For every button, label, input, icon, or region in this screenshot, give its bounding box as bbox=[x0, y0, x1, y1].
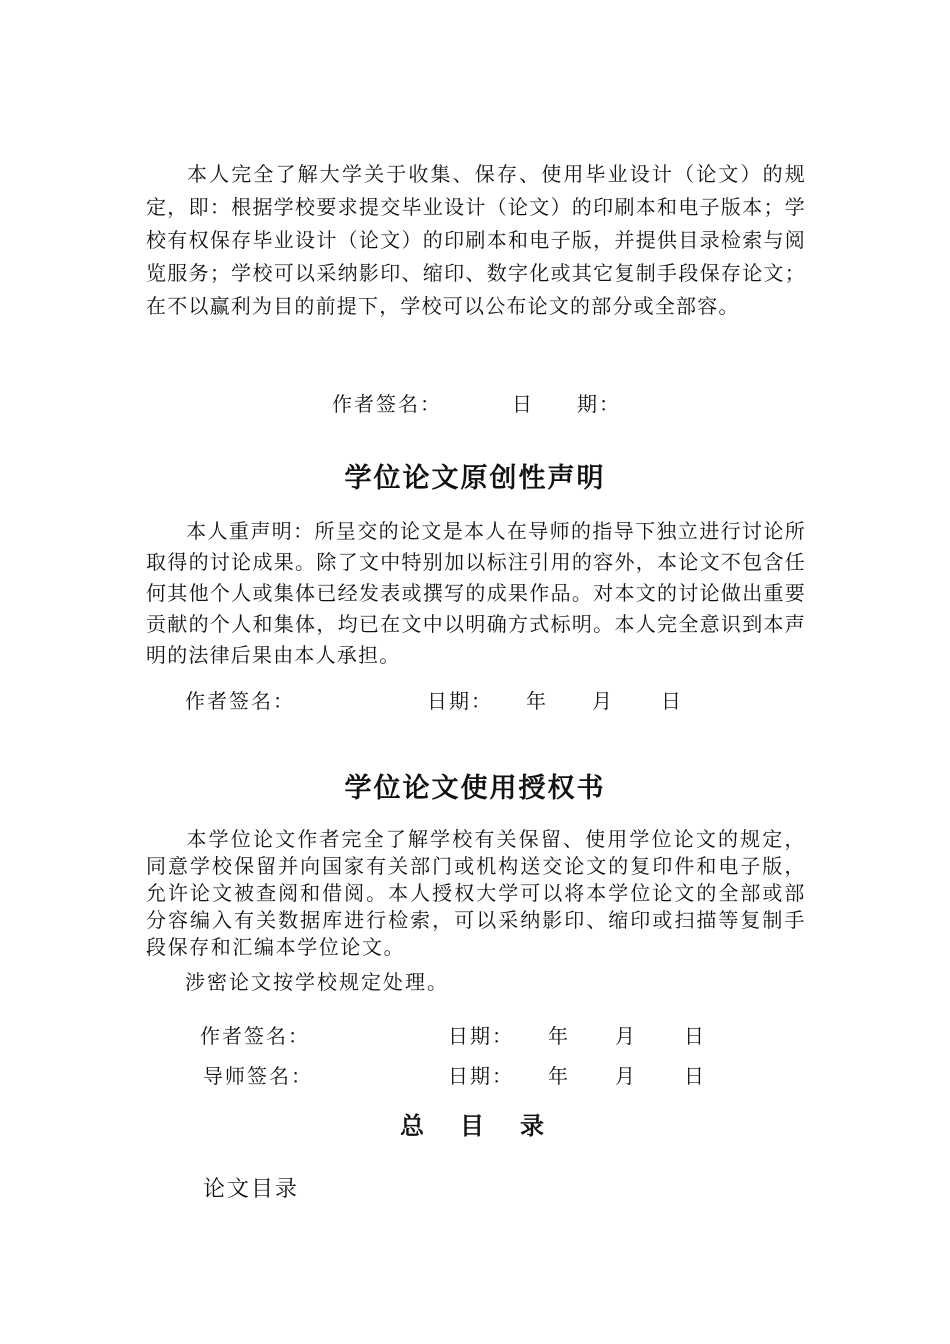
authorization-author-signature-label: 作者签名： bbox=[200, 1024, 310, 1048]
authorization-advisor-signature-label: 导师签名： bbox=[203, 1064, 313, 1088]
authorization-advisor-date-label: 日期： bbox=[448, 1064, 514, 1088]
authorization-advisor-year-label: 年 bbox=[548, 1064, 570, 1088]
authorization-author-year-label: 年 bbox=[548, 1024, 570, 1048]
authorization-text: 本学位论文作者完全了解学校有关保留、使用学位论文的规定，同意学校保留并向国家有关部门或机构送交论文的复印件和电子版，允许论文被查阅和借阅。本人授权大学可以将本学位论文的全部或部分容编入有关数据库进行检索，可以采纳影印、缩印或扫描等复制手段保存和汇编本学位论文。 bbox=[146, 827, 806, 959]
originality-month-label: 月 bbox=[592, 689, 614, 713]
originality-date-label: 日期： bbox=[427, 689, 493, 713]
confidential-note: 涉密论文按学校规定处理。 bbox=[185, 970, 449, 994]
authorization-author-date-label: 日期： bbox=[448, 1024, 514, 1048]
originality-paragraph bbox=[146, 516, 806, 671]
originality-year-label: 年 bbox=[526, 689, 548, 713]
authorization-advisor-month-label: 月 bbox=[615, 1064, 637, 1088]
usage-date-day-label: 日 bbox=[512, 392, 534, 416]
originality-author-signature-label: 作者签名： bbox=[185, 689, 295, 713]
originality-title: 学位论文原创性声明 bbox=[344, 463, 606, 494]
usage-statement-text: 本人完全了解大学关于收集、保存、使用毕业设计（论文）的规定，即：根据学校要求提交毕业设计（论文）的印刷本和电子版本；学校有权保存毕业设计（论文）的印刷本和电子版，并提供目录检索与阅览服务；学校可以采纳影印、缩印、数字化或其它复制手段保存论文；在不以赢利为目的前提下，学校可以公布论文的部分或全部容。 bbox=[146, 162, 806, 318]
authorization-paragraph bbox=[146, 826, 806, 961]
originality-day-label: 日 bbox=[661, 689, 683, 713]
usage-date-period-label: 期： bbox=[577, 392, 621, 416]
usage-statement-paragraph bbox=[146, 158, 806, 323]
usage-author-signature-label: 作者签名： bbox=[332, 392, 442, 416]
originality-text: 本人重声明：所呈交的论文是本人在导师的指导下独立进行讨论所取得的讨论成果。除了文中特别加以标注引用的容外，本论文不包含任何其他个人或集体已经发表或撰写的成果作品。对本文的讨论做出重要贡献的个人和集体，均已在文中以明确方式标明。本人完全意识到本声明的法律后果由本人承担。 bbox=[146, 519, 806, 667]
toc-title: 总 目 录 bbox=[400, 1112, 550, 1140]
authorization-author-month-label: 月 bbox=[615, 1024, 637, 1048]
authorization-author-day-label: 日 bbox=[684, 1024, 706, 1048]
authorization-advisor-day-label: 日 bbox=[684, 1064, 706, 1088]
authorization-title: 学位论文使用授权书 bbox=[344, 773, 606, 804]
toc-item-thesis-contents[interactable]: 论文目录 bbox=[203, 1177, 300, 1202]
